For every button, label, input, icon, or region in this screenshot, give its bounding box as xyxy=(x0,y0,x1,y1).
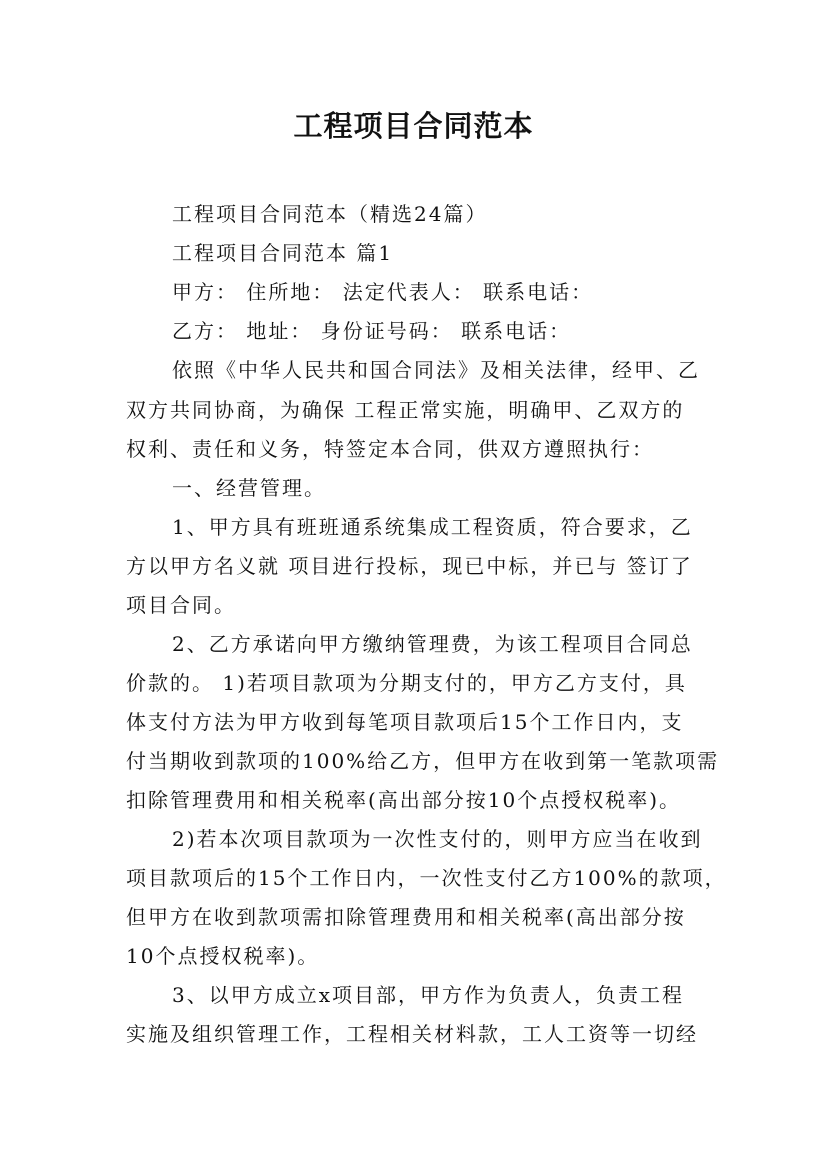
text-line: 甲方： 住所地： 法定代表人： 联系电话： xyxy=(172,280,594,304)
text-line: 双方共同协商，为确保 工程正常实施，明确甲、乙双方的 xyxy=(126,398,685,422)
text-line: 3、以甲方成立x项目部，甲方作为负责人，负责工程 xyxy=(172,983,685,1007)
text-line: 2、乙方承诺向甲方缴纳管理费，为该工程项目合同总 xyxy=(172,632,693,656)
text-line: 一、经营管理。 xyxy=(172,476,326,500)
text-line: 体支付方法为甲方收到每笔项目款项后15个工作日内，支 xyxy=(126,710,684,734)
text-line: 依照《中华人民共和国合同法》及相关法律，经甲、乙 xyxy=(172,358,700,382)
text-line: 工程项目合同范本 篇1 xyxy=(172,241,394,265)
document-title: 工程项目合同范本 xyxy=(293,109,534,143)
text-line: 10个点授权税率)。 xyxy=(126,944,320,968)
text-line: 项目款项后的15个工作日内，一次性支付乙方100%的款项， xyxy=(126,866,727,890)
text-line: 权利、责任和义务，特签定本合同，供双方遵照执行： xyxy=(126,437,654,461)
text-line: 扣除管理费用和相关税率(高出部分按10个点授权税率)。 xyxy=(126,788,682,812)
text-line: 乙方： 地址： 身份证号码： 联系电话： xyxy=(172,319,572,343)
text-line: 但甲方在收到款项需扣除管理费用和相关税率(高出部分按 xyxy=(126,905,686,929)
text-line: 2)若本次项目款项为一次性支付的，则甲方应当在收到 xyxy=(172,827,703,851)
text-line: 付当期收到款项的100%给乙方，但甲方在收到第一笔款项需 xyxy=(126,749,720,773)
text-line: 1、甲方具有班班通系统集成工程资质，符合要求，乙 xyxy=(172,515,693,539)
text-line: 工程项目合同范本（精选24篇） xyxy=(172,202,488,226)
text-line: 方以甲方名义就 项目进行投标，现已中标，并已与 签订了 xyxy=(126,554,693,578)
text-line: 实施及组织管理工作，工程相关材料款，工人工资等一切经 xyxy=(126,1022,698,1046)
text-line: 价款的。 1)若项目款项为分期支付的，甲方乙方支付，具 xyxy=(126,671,687,695)
text-line: 项目合同。 xyxy=(126,593,236,617)
